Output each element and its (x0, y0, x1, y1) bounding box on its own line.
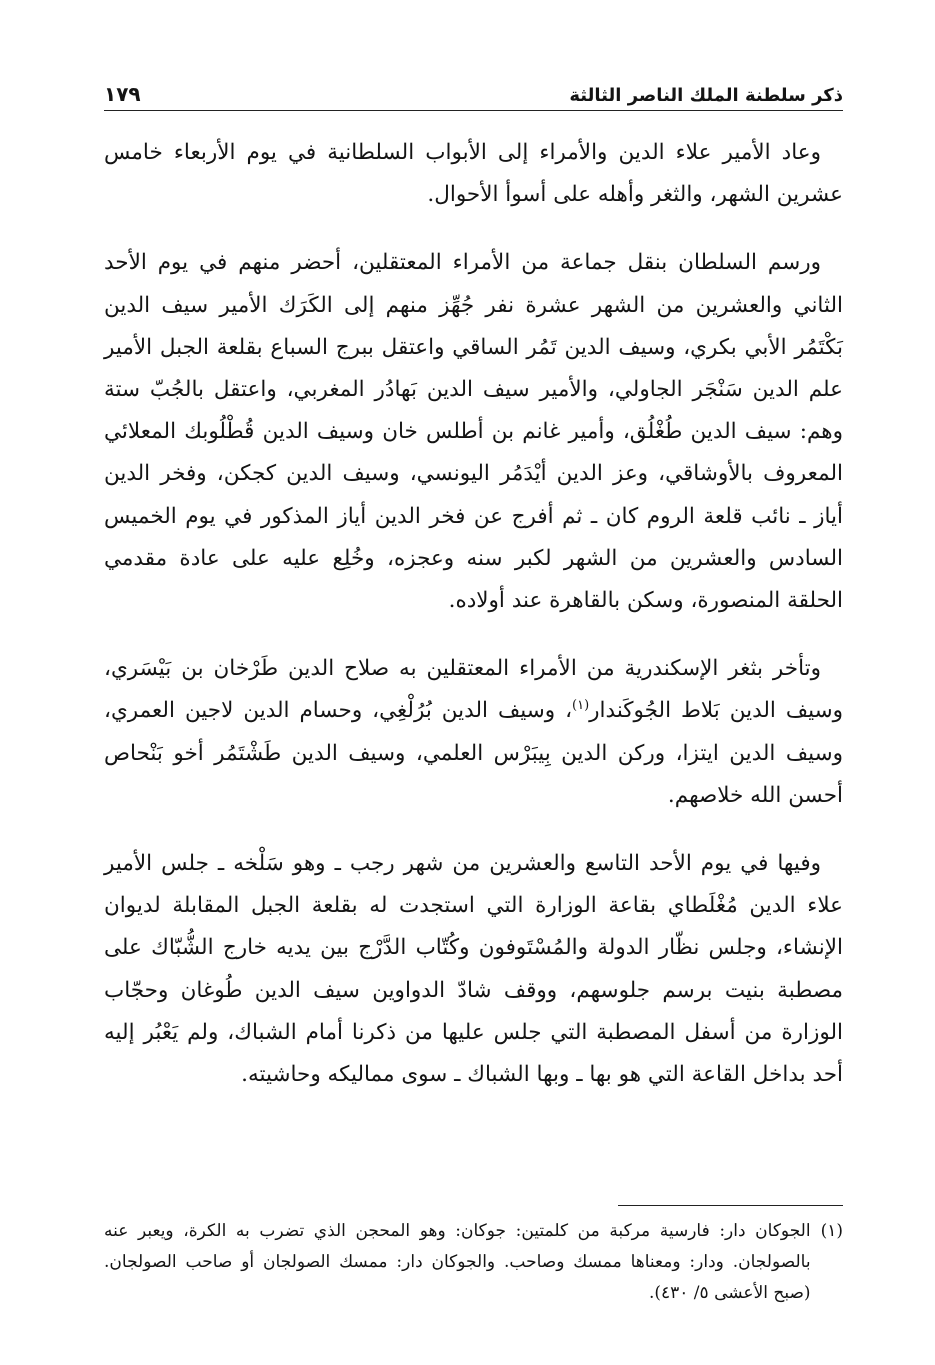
footnote-reference: (١) (572, 698, 590, 714)
paragraph (104, 648, 843, 817)
paragraph: وفيها في يوم الأحد التاسع والعشرين من شهر رجب ـ وهو سَلْخه ـ جلس الأمير علاء الدين مُغْلَطاي بقاعة الوزارة التي استجدت له بقلعة الجبل المقابلة لديوان الإنشاء، وجلس نظّار الدولة والمُسْتَوفون وكُتّاب الدَّرْج بين يديه خارج الشُّبّاك على مصطبة بنيت برسم جلوسهم، ووقف شادّ الدواوين سيف الدين طُوغان وحجّاب الوزارة من أسفل المصطبة التي جلس عليها من ذكرنا أمام الشباك، ولم يَعْبُر إليه أحد بداخل القاعة التي هو بها ـ وبها الشباك ـ سوى مماليكه وحاشيته. (104, 851, 843, 1088)
paragraph-text: ، وسيف الدين بُرُلْغِي، وحسام الدين لاجين العمري، وسيف الدين ايتزا، وركن الدين بِيبَرْس العلمي، وسيف الدين طَشْتَمُر أخو بَنْحاص أحسن الله خلاصهم. (104, 698, 843, 808)
page-header (104, 76, 843, 111)
footnotes (104, 1216, 843, 1309)
footnote-text: الجوكان دار: فارسية مركبة من كلمتين: جوكان: وهو المحجن الذي تضرب به الكرة، ويعبر عنه بالصولجان. ودار: ومعناها ممسك وصاحب. والجوكان دار: ممسك الصولجان أو صاحب الصولجان. (صبح الأعشى ٥/ ٤٣٠). (104, 1221, 811, 1303)
paragraph: وعاد الأمير علاء الدين والأمراء إلى الأبواب السلطانية في يوم الأربعاء خامس عشرين الشهر، والثغر وأهله على أسوأ الأحوال. (104, 140, 843, 208)
footnote-separator (618, 1205, 843, 1206)
main-text (104, 132, 843, 1096)
running-title: ذكر سلطنة الملك الناصر الثالثة (569, 85, 843, 106)
paragraph-text: وتأخر بثغر الإسكندرية من الأمراء المعتقلين به صلاح الدين طَرْخان بن بَيْسَري، وسيف الدين بَلاط الجُوكَندار (104, 656, 844, 724)
paragraph: ورسم السلطان بنقل جماعة من الأمراء المعتقلين، أحضر منهم في يوم الأحد الثاني والعشرين من الشهر عشرة نفر جُهِّز منهم إلى الكَرَك الأمير سيف الدين بَكْتَمُر الأبي بكري، وسيف الدين تَمُر الساقي واعتقل ببرج السباع بقلعة الجبل الأمير علم الدين سَنْجَر الجاولي، والأمير سيف الدين بَهادُر المغربي، واعتقل بالجُبّ ستة وهم: سيف الدين طُغْلُق، وأمير غانم بن أطلس خان وسيف الدين قُطْلُوبك المعلائي المعروف بالأوشاقي، وعز الدين أيْدَمُر اليونسي، وسيف الدين كجكن، وفخر الدين أياز ـ نائب قلعة الروم كان ـ ثم أفرج عن فخر الدين أياز المذكور في يوم الخميس السادس والعشرين من الشهر لكبر سنه وعجزه، وخُلِع عليه على عادة مقدمي الحلقة المنصورة، وسكن بالقاهرة عند أولاده. (104, 250, 843, 614)
footnote (104, 1216, 843, 1309)
page-number: ١٧٩ (104, 82, 141, 106)
footnote-number: (١) (820, 1221, 843, 1241)
